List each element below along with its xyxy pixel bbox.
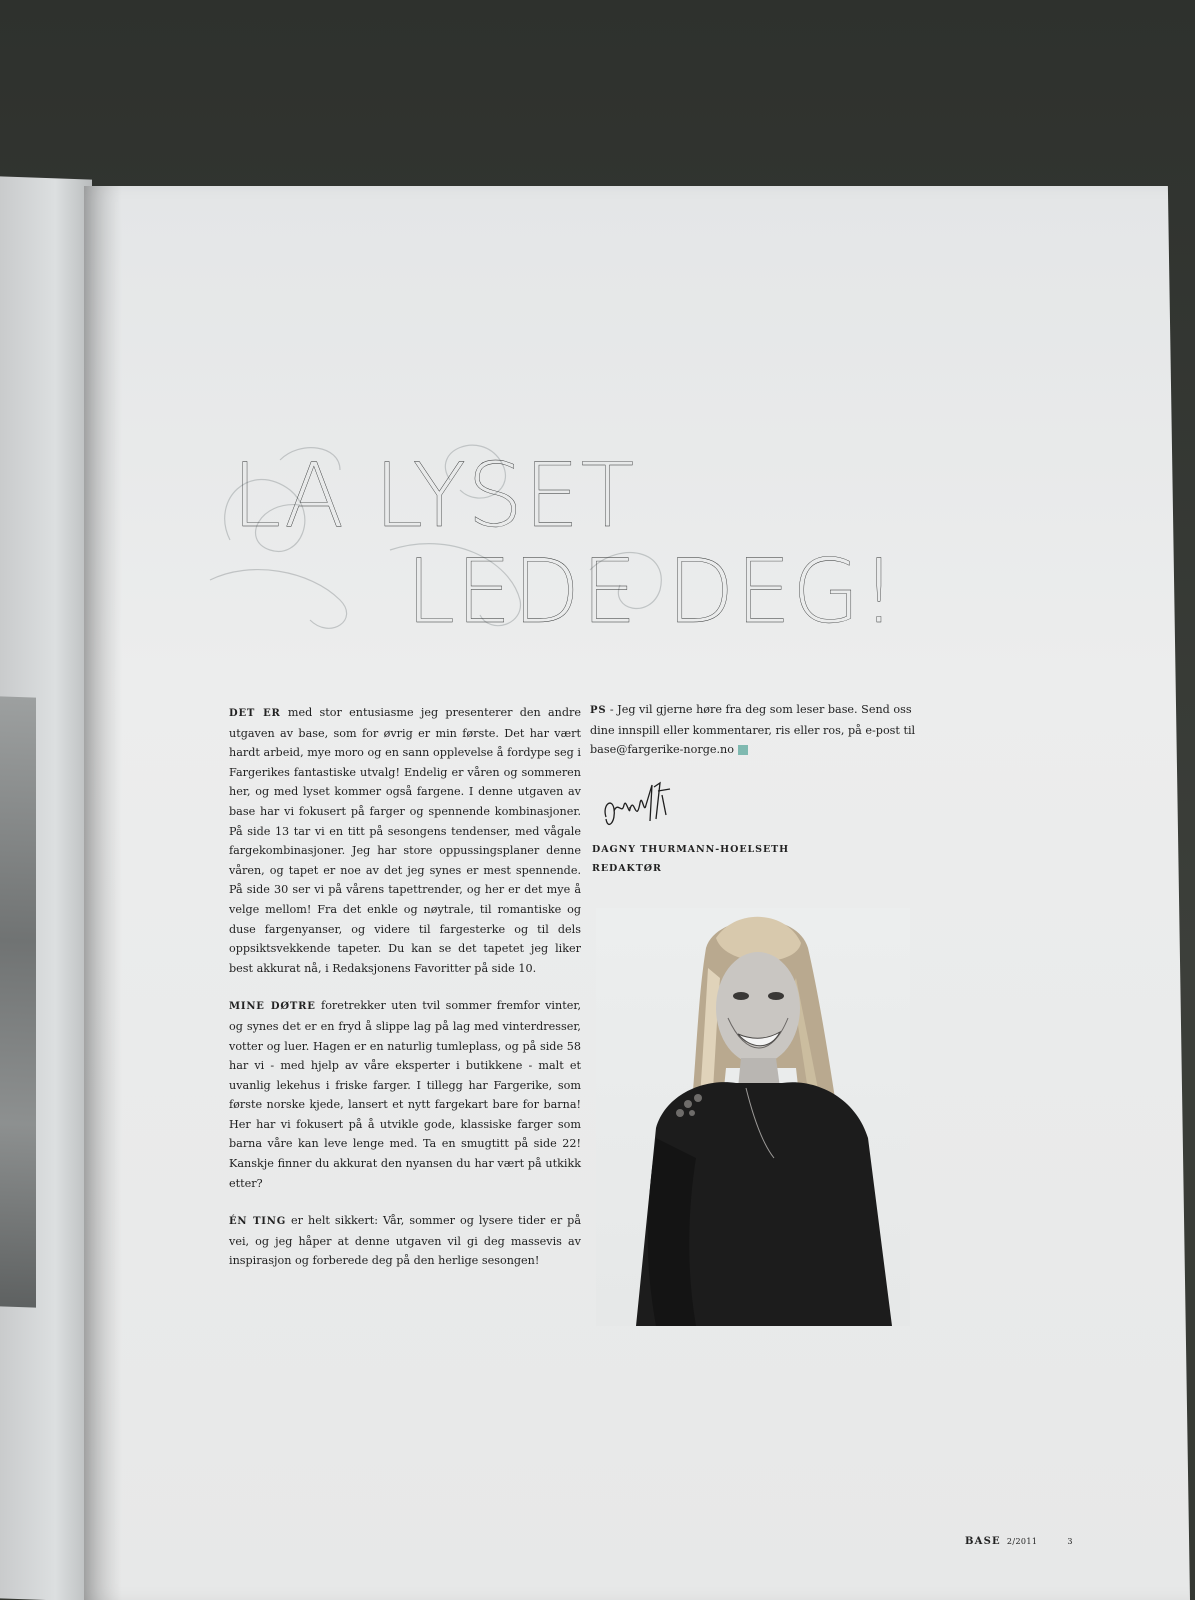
paragraph-2 (229, 996, 581, 1193)
signature-graphic (600, 775, 680, 837)
spine-shadow (84, 186, 122, 1600)
footer-issue: 2/2011 (1006, 1537, 1038, 1546)
page-number: 3 (1067, 1537, 1073, 1546)
editor-portrait (596, 908, 910, 1326)
left-page-edge (0, 176, 92, 1600)
byline (592, 840, 789, 878)
paragraph-3-lead: ÉN TING (229, 1216, 287, 1228)
article-column (229, 703, 581, 1289)
paragraph-1-lead: DET ER (229, 708, 281, 719)
ps-text: - Jeg vil gjerne høre fra deg som leser base. Send oss dine innspill eller kommentarer, ris eller ros, på e-post til base@fargerike-norge.no (590, 703, 916, 757)
author-name: DAGNY THURMANN-HOELSETH (592, 844, 790, 855)
left-page-photo (0, 696, 36, 1307)
headline-line-1: LA LYSET (232, 444, 636, 547)
paragraph-2-lead: MINE DØTRE (229, 1001, 316, 1013)
paragraph-1-text: med stor entusiasme jeg presenterer den andre utgaven av base, som for øvrig er min første. Det har vært hardt arbeid, mye moro og en sann opplevelse å fordype seg i Fargerikes fantastiske utvalg! Endelig er våren og sommeren her, og med lyset kommer også fargene. I denne utgaven av base har vi fokusert på farger og spennende kombinasjoner. På side 13 tar vi en titt på sesongens tendenser, med vågale fargekombinasjoner. Jeg har store oppussingsplaner denne våren, og tapet er noe av det jeg synes er mest spennende. På side 30 ser vi på vårens tapettrender, og her er det mye å velge mellom! Fra det enkle og nøytrale, til romantiske og duse fargenyanser, og videre til fargesterke og til dels oppsiktsvekkende tapeter. Du kan se det tapetet jeg liker best akkurat nå, i Redaksjonens Favoritter på side 10. (229, 706, 582, 975)
end-mark-icon (738, 745, 748, 755)
ps-lead: PS (590, 705, 607, 716)
headline-line-2: LEDE DEG! (406, 540, 898, 643)
author-role: REDAKTØR (592, 863, 662, 874)
paragraph-3 (229, 1211, 581, 1271)
ps-paragraph (590, 700, 930, 760)
paragraph-1 (229, 703, 581, 978)
footer-brand: BASE (965, 1536, 1001, 1547)
paragraph-2-text: foretrekker uten tvil sommer fremfor vinter, og synes det er en fryd å slippe lag på lag med vinterdresser, votter og luer. Hagen er en naturlig tumleplass, og på side 58 har vi - med hjelp av våre eksperter i butikkene - malt et uvanlig lekehus i friske farger. I tillegg har Fargerike, som første norske kjede, lansert et nytt fargekart bare for barna! Her har vi fokusert på å utvikle gode, klassiske farger som barna våre kan leve lenge med. Ta en smugtitt på side 22! Kanskje finner du akkurat den nyansen du har vært på utkikk etter? (229, 999, 582, 1190)
page-footer (965, 1536, 1073, 1547)
ps-column (590, 700, 930, 760)
headline (232, 444, 932, 643)
paragraph-3-text: er helt sikkert: Vår, sommer og lysere tider er på vei, og jeg håper at denne utgaven vil gi deg massevis av inspirasjon og forberede deg på den herlige sesongen! (229, 1214, 581, 1268)
